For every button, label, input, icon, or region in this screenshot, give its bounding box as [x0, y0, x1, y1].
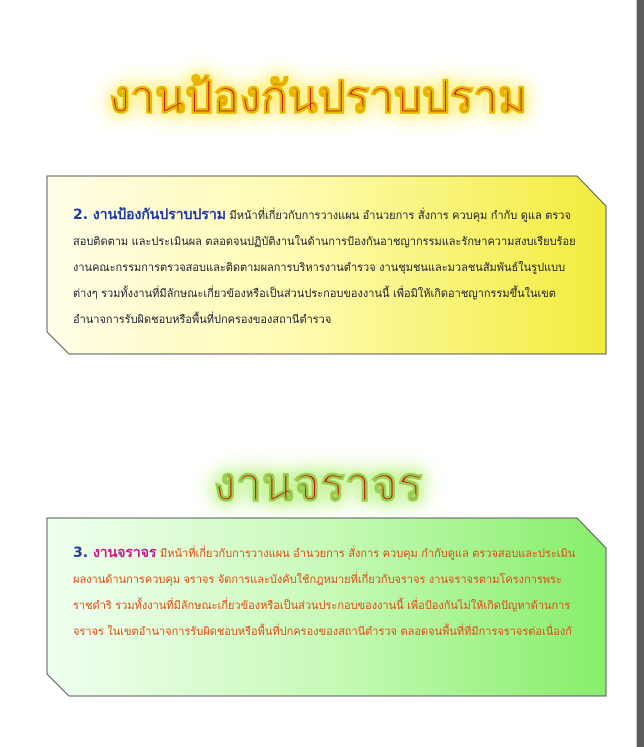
section2-lead-text: งานจราจร [92, 545, 157, 561]
section2-lead [73, 545, 157, 561]
section2-body: มีหน้าที่เกี่ยวกับการวางแผน อำนวยการ สั่งการ ควบคุม กำกับดูแล ตรวจสอบและประเมินผลงานด้านการควบคุม จราจร จัดการและบังคับใช้กฎหมายที่เกี่ยวกับจราจร งานจราจรตามโครงการพระราชดำริ รวมทั้งงานที่มีลักษณะเกี่ยวข้องหรือเป็นส่วนประกอบของงานนี้ เพื่อป้องกันไม่ให้เกิดปัญหาด้านการจราจร ในเขตอำนาจการรับผิดชอบหรือพื้นที่ปกครองของสถานีตำรวจ ตลอดจนพื้นที่ที่มีการจราจรต่อเนื่องกั [73, 547, 576, 638]
section1-box [47, 176, 606, 354]
section1-paragraph [73, 202, 585, 333]
section2-heading: งานจราจร [213, 457, 423, 511]
section2-box [47, 518, 606, 696]
section1-lead: 2. งานป้องกันปราบปราม [73, 207, 227, 223]
section2-lead-number: 3. [73, 545, 93, 561]
section1-heading: งานป้องกันปราบปราม [108, 72, 528, 123]
section1-body: มีหน้าที่เกี่ยวกับการวางแผน อำนวยการ สั่งการ ควบคุม กำกับ ดูแล ตรวจสอบติดตาม และประเมินผล ตลอดจนปฏิบัติงานในด้านการป้องกันอาชญากรรมและรักษาความสงบเรียบร้อยงานคณะกรรมการตรวจสอบและติดตามผลการบริหารงานตำรวจ งานชุมชนและมวลชนสัมพันธ์ในรูปแบบต่างๆ รวมทั้งงานที่มีลักษณะเกี่ยวข้องหรือเป็นส่วนประกอบของงานนี้ เพื่อมิให้เกิดอาชญากรรมขึ้นในเขตอำนาจการรับผิดชอบหรือพื้นที่ปกครองของสถานีตำรวจ [73, 209, 576, 326]
window-edge [637, 0, 644, 747]
section2-paragraph [73, 540, 588, 645]
